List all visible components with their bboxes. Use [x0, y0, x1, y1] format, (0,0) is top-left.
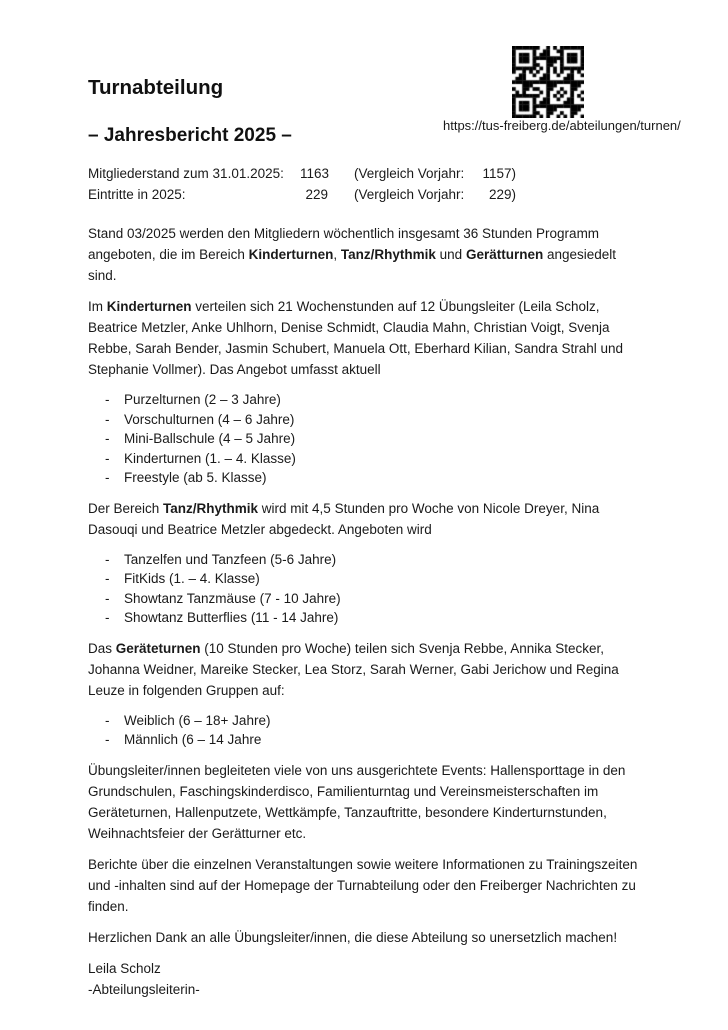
list-item — [88, 468, 644, 488]
paragraph-events: Übungsleiter/innen begleiteten viele von uns ausgerichtete Events: Hallensporttage in den Grundschulen, Faschingskinderdisco, Familienturntag und Vereinsmeisterschaften im Geräteturnen, Hallenputzete, Wettkämpfe, Tanzauftritte, besondere Kinderturnstunden, Weihnachtsfeier der Gerätturner etc. — [88, 762, 626, 841]
bullet-dash: - — [105, 450, 110, 466]
list-item — [88, 550, 644, 570]
list-item — [88, 730, 644, 750]
list-item-text: Showtanz Butterflies (11 - 14 Jahre) — [124, 610, 339, 625]
list-item-text: FitKids (1. – 4. Klasse) — [124, 571, 260, 586]
list-item-text: Purzelturnen (2 – 3 Jahre) — [124, 392, 281, 407]
list-item-text: Männlich (6 – 14 Jahre — [124, 732, 262, 747]
signature-name: Leila Scholz — [88, 960, 161, 976]
paragraph-geraeteturnen: Das Geräteturnen (10 Stunden pro Woche) teilen sich Svenja Rebbe, Annika Stecker, Johanna Weidner, Mareike Stecker, Lea Storz, Sarah Werner, Gabi Jerichow und Regina Leuze in folgenden Gruppen auf: — [88, 640, 619, 698]
bullet-dash: - — [105, 551, 110, 567]
list-item — [88, 410, 644, 430]
bullet-dash: - — [105, 732, 110, 747]
list-item — [88, 608, 644, 628]
paragraph-intro: Stand 03/2025 werden den Mitgliedern wöchentlich insgesamt 36 Stunden Programm angeboten, die im Bereich Kinderturnen, Tanz/Rhythmik und Gerätturnen angesiedelt sind. — [88, 226, 617, 283]
paragraph-berichte: Berichte über die einzelnen Veranstaltungen sowie weitere Informationen zu Trainingszeiten und -inhalten sind auf der Homepage der Turnabteilung oder den Freiberger Nachrichten zu finden. — [88, 856, 638, 914]
bullet-dash: - — [105, 610, 110, 625]
page-subtitle: – Jahresbericht 2025 – — [88, 125, 292, 146]
bullet-dash: - — [105, 431, 110, 446]
paragraph-tanz-rhythmik: Der Bereich Tanz/Rhythmik wird mit 4,5 Stunden pro Woche von Nicole Dreyer, Nina Dasouqi und Beatrice Metzler abgedeckt. Angeboten wird — [88, 500, 600, 537]
stats-row-mitgliederstand — [88, 163, 644, 184]
bullet-list-kinderturnen — [88, 390, 644, 488]
list-item-text: Showtanz Tanzmäuse (7 - 10 Jahre) — [124, 590, 341, 606]
list-item — [88, 589, 644, 609]
list-item — [88, 429, 644, 449]
bullet-dash: - — [105, 392, 110, 407]
stats-spacer — [328, 163, 354, 184]
list-item — [88, 449, 644, 469]
bullet-list-geraeteturnen — [88, 711, 644, 750]
report-body — [88, 223, 644, 1000]
bullet-dash: - — [105, 571, 110, 586]
list-item-text: Weiblich (6 – 18+ Jahre) — [124, 712, 271, 728]
bullet-dash: - — [105, 712, 110, 728]
list-item — [88, 390, 644, 410]
bullet-list-tanz-rhythmik — [88, 550, 644, 628]
stats-compare-label: (Vergleich Vorjahr: — [354, 166, 465, 181]
stats-value: 229 — [305, 187, 328, 202]
qr-url-link[interactable]: https://tus-freiberg.de/abteilungen/turnen/ — [443, 118, 681, 133]
stats-row-eintritte — [88, 184, 644, 205]
list-item — [88, 569, 644, 589]
paragraph-kinderturnen: Im Kinderturnen verteilen sich 21 Wochenstunden auf 12 Übungsleiter (Leila Scholz, Beatrice Metzler, Anke Uhlhorn, Denise Schmidt, Claudia Mahn, Christian Voigt, Svenja Rebbe, Sarah Bender, Jasmin Schubert, Manuela Ott, Eberhard Kilian, Sandra Strahl und Stephanie Vollmer). Das Angebot umfasst aktuell — [88, 299, 624, 377]
list-item-text: Mini-Ballschule (4 – 5 Jahre) — [124, 431, 296, 446]
stats-spacer — [328, 184, 354, 205]
list-item-text: Tanzelfen und Tanzfeen (5-6 Jahre) — [124, 551, 337, 567]
signature-role: -Abteilungsleiterin- — [88, 981, 200, 997]
bullet-dash: - — [105, 590, 110, 606]
paragraph-dank: Herzlichen Dank an alle Übungsleiter/innen, die diese Abteilung so unersetzlich machen! — [88, 929, 618, 945]
signature-block — [88, 958, 644, 1000]
bullet-dash: - — [105, 411, 110, 427]
stats-label: Eintritte in 2025: — [88, 187, 186, 202]
stats-compare-label: (Vergleich Vorjahr: — [354, 187, 465, 202]
stats-value: 1163 — [300, 166, 330, 181]
page-title: Turnabteilung — [88, 76, 224, 99]
list-item-text: Vorschulturnen (4 – 6 Jahre) — [124, 411, 295, 427]
document-content — [88, 76, 644, 1000]
stats-compare-value: 229) — [488, 187, 516, 202]
list-item — [88, 711, 644, 731]
stats-compare-value: 1157) — [482, 166, 516, 181]
bullet-dash: - — [105, 470, 110, 485]
stats-label: Mitgliederstand zum 31.01.2025: — [88, 166, 284, 181]
membership-stats-table — [88, 163, 644, 205]
list-item-text: Freestyle (ab 5. Klasse) — [124, 470, 267, 485]
list-item-text: Kinderturnen (1. – 4. Klasse) — [124, 450, 296, 466]
